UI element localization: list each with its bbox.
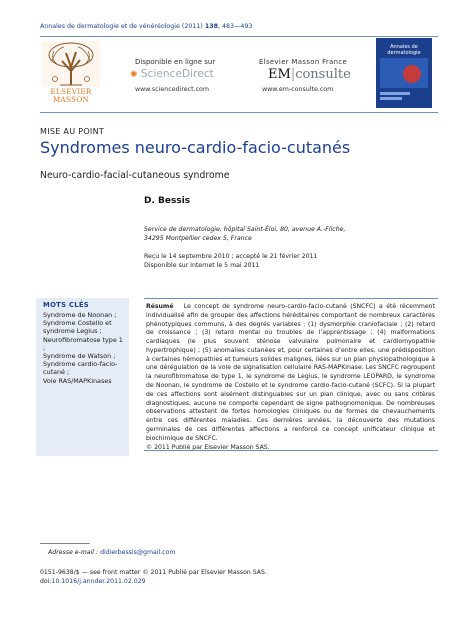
sciencedirect-brand[interactable] [130,68,214,80]
elsevier-wordmark [42,88,100,104]
footnote-rule [40,543,90,544]
received-accepted-dates: Reçu le 14 septembre 2010 ; accepté le 21 février 2011 [144,253,318,260]
article-english-title: Neuro-cardio-facial-cutaneous syndrome [40,170,230,181]
journal-name: Annales de dermatologie et de vénéréologie (2011) [40,23,203,30]
abstract-bottom-rule [144,450,438,451]
header-top-rule [40,36,438,37]
abstract-copyright: © 2011 Publié par Elsevier Masson SAS. [146,443,270,451]
article-author: D. Bessis [144,196,191,206]
article-dates [144,252,394,270]
author-affiliation [144,225,394,243]
affiliation-line1: Service de dermatologie, hôpital Saint-Éloi, 80, avenue A.-Fliche, [144,226,346,233]
keyword-item: Syndrome cardio-facio-cutané ; [43,360,118,377]
issn-line: 0151-9638/$ — see front matter © 2011 Publié par Elsevier Masson SAS. [40,569,267,576]
article-section-label: MISE AU POINT [40,127,105,136]
keyword-item: Voie RAS/MAPKinases [43,376,112,385]
abstract-top-rule [144,298,438,299]
em-consulte-url-link[interactable]: www.em-consulte.com [262,86,334,93]
email-link[interactable]: didierbessis@gmail.com [100,549,176,556]
keyword-item: Syndrome de Watson ; [43,352,116,361]
em-consulte-brand-rest: consulte [295,67,351,82]
footer-publication-info [40,568,267,586]
header-bottom-rule [40,112,438,113]
keywords-heading: MOTS CLÉS [43,301,89,309]
abstract-text: Le concept de syndrome neuro-cardio-facio-cutané (SNCFC) a été récemment individualisé afin de grouper des affections héréditaires comportant de nombreux caractères phénotypiques communs, à des degrés variables : (1) dysmorphie craniofaciale ; (2) retard de croissance ; (3) retard mental ou troubles de l’apprentissage ; (4) malformations cardiaques (le plus souvent sténose valvulaire pulmonaire et cardiomyopathie hypertrophique) ; (5) anomalies cutanées et, pour certaines d’entre elles, une prédisposition à certaines hémopathies et tumeurs solides malignes, liées sur un plan physiopathologique à une dérégulation de la voie de signalisation cellulaire RAS-MAPKinase. Les SNCFC regroupent la neurofibromatose de type 1, le syndrome de Legius, le syndrome LEOPARD, le syndrome de Noonan, le syndrome de Costello et le syndrome cardio-facio-cutané (SCFC). Si la plupart de ces affections sont aisément distinguables sur un plan clinique, avec ou sans critères diagnostiques, aucune ne comporte cependant de signe pathognomonique. De nombreuses observations attestent de fortes homologies cliniques ou de formes de chevauchements entre ces différentes maladies. Ces dernières années, la découverte des mutations germinales de ces différentes affections a renforcé ce concept unificateur clinique et biochimique de SNCFC. [146,303,435,442]
elsevier-wordmark-line1: ELSEVIER [50,87,92,96]
abstract-label: Résumé [146,303,174,310]
elsevier-wordmark-line2: MASSON [52,95,90,104]
keyword-item: Syndrome de Noonan ; [43,311,117,319]
keywords-list [43,311,127,385]
doi-prefix: doi: [40,578,52,585]
journal-citation: Annales de dermatologie et de vénéréologie (2011) 138, 483—493 [40,23,253,30]
journal-cover-title: Annales de dermatologie [387,44,421,56]
author-email [48,549,175,556]
keyword-item: Syndrome Costello et syndrome Legius ; [43,319,112,336]
journal-volume: 138 [204,23,219,30]
sciencedirect-availability-label: Disponible en ligne sur [135,58,216,66]
doi-line [40,577,267,586]
keyword-item: Neurofibromatose type 1 ; [43,335,123,352]
em-consulte-brand-em: EM [268,67,291,82]
journal-pages: 483—493 [222,23,253,30]
em-consulte-brand[interactable]: EM|consulte [268,67,351,82]
sciencedirect-icon: ✺ [130,70,138,80]
email-label: Adresse e-mail : [48,549,99,556]
abstract-body [146,303,435,452]
sciencedirect-brand-text: ScienceDirect [140,68,214,80]
doi-link[interactable]: 10.1016/j.annder.2011.02.029 [51,578,146,585]
em-consulte-title: Elsevier Masson France [259,58,348,66]
sciencedirect-url-link[interactable]: www.sciencedirect.com [135,86,210,93]
article-title: Syndromes neuro-cardio-facio-cutanés [40,138,351,157]
online-date: Disponible sur Internet le 5 mai 2011 [144,262,260,269]
affiliation-line2: 34295 Montpellier cedex 5, France [144,235,252,242]
